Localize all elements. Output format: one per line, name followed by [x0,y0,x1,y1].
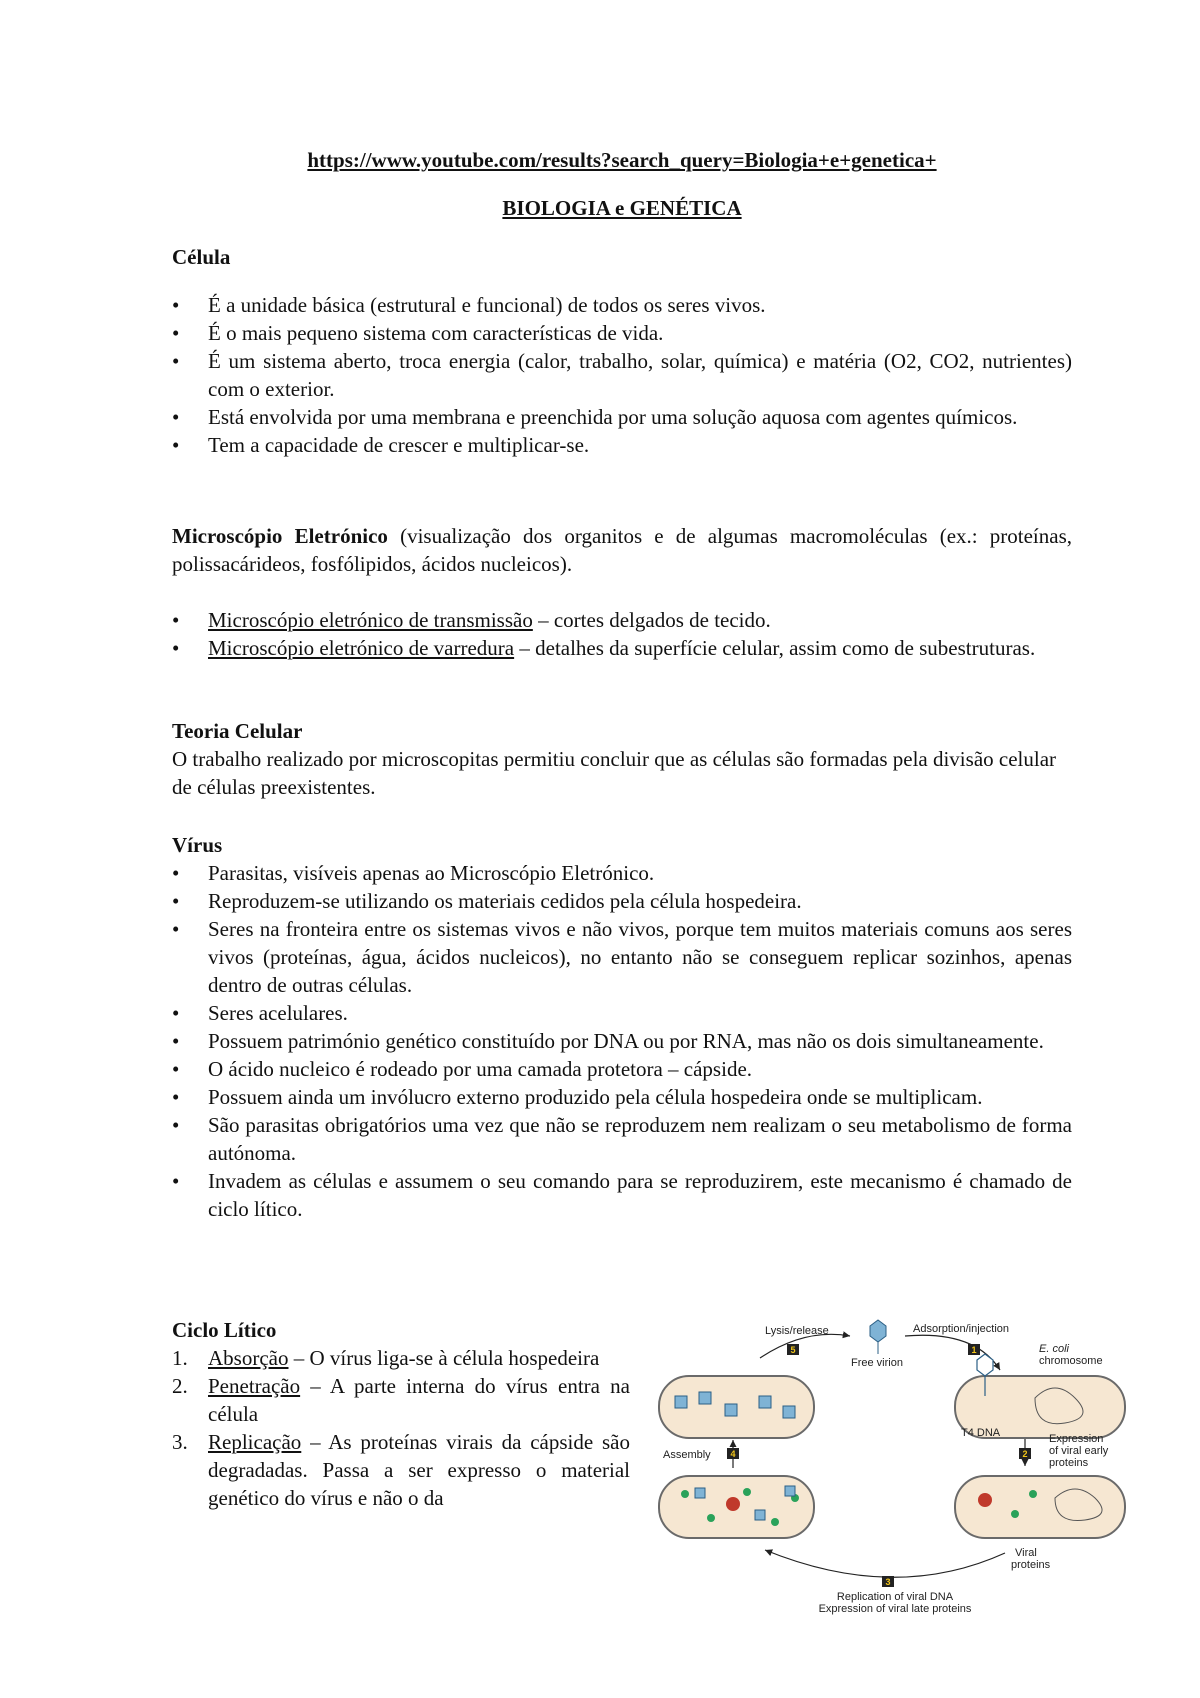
list-item: • Reproduzem-se utilizando os materiais cedidos pela célula hospedeira. [172,887,1072,915]
list-item: • Parasitas, visíveis apenas ao Microscópio Eletrónico. [172,859,1072,887]
list-item: 2. Penetração – A parte interna do vírus entra na célula [172,1374,630,1426]
section-heading-ciclo: Ciclo Lítico [172,1318,277,1342]
label-expression-early-3: proteins [1049,1457,1089,1469]
list-item: • É a unidade básica (estrutural e funcional) de todos os seres vivos. [172,291,1072,319]
arrow-replication [765,1550,1005,1577]
label-replication: Replication of viral DNA [836,1591,954,1603]
microscopio-intro: (visualização dos organitos e de algumas macromoléculas (ex.: proteínas, polissacárideos, fosfólipidos, ácidos nucleicos). [172,524,1072,576]
label-expression-early-1: Expression [1049,1433,1104,1445]
label-viral-1: Viral [1015,1547,1037,1559]
svg-text:2: 2 [1022,1449,1028,1459]
label-ecoli: E. coli [1039,1343,1069,1355]
virus-list [172,859,1072,1223]
section-heading-virus: Vírus [172,833,223,857]
list-item: • Seres na fronteira entre os sistemas vivos e não vivos, porque tem muitos materiais comuns aos seres vivos (proteínas, água, ácidos nucleicos), no entanto não se conseguem replicar sozinhos, apenas dentro de outras células. [172,915,1072,999]
list-item: • É o mais pequeno sistema com características de vida. [172,319,1072,347]
svg-text:1: 1 [971,1345,977,1355]
svg-text:4: 4 [730,1449,736,1459]
dna-icon [978,1493,992,1507]
term: Microscópio eletrónico de transmissão [208,608,533,632]
label-free-virion: Free virion [851,1357,903,1369]
list-item: • Invadem as células e assumem o seu comando para se reproduzirem, este mecanismo é chamado de ciclo lítico. [172,1167,1072,1223]
label-adsorption: Adsorption/injection [913,1323,1010,1335]
label-assembly: Assembly [663,1449,711,1461]
label-expression-late: Expression of viral late proteins [818,1603,972,1615]
page-title: BIOLOGIA e GENÉTICA [502,196,742,220]
virion-icon [870,1320,886,1342]
label-chromosome: chromosome [1039,1355,1103,1367]
ciclo-steps [172,1344,630,1512]
list-item: 3. Replicação – As proteínas virais da cápside são degradadas. Passa a ser expresso o material genético do vírus e não o da [172,1430,630,1510]
list-item: • Microscópio eletrónico de varredura – detalhes da superfície celular, assim como de subestruturas. [172,634,1072,662]
host-cell [955,1476,1125,1538]
url-line [172,146,1072,174]
section-heading-microscopio: Microscópio Eletrónico [172,524,388,548]
microscopio-list [172,606,1072,662]
section-heading-celula: Célula [172,245,231,269]
list-item: • Tem a capacidade de crescer e multiplicar-se. [172,431,1072,459]
microscopio-paragraph [172,522,1072,578]
section-heading-teoria: Teoria Celular [172,719,303,743]
list-item: 1. Absorção – O vírus liga-se à célula hospedeira [172,1346,600,1370]
list-item: • Seres acelulares. [172,999,1072,1027]
label-viral-2: proteins [1011,1559,1051,1571]
term: Microscópio eletrónico de varredura [208,636,515,660]
list-item: • O ácido nucleico é rodeado por uma camada protetora – cápside. [172,1055,1072,1083]
list-item: • Possuem património genético constituído por DNA ou por RNA, mas não os dois simultaneamente. [172,1027,1072,1055]
arrow-lysis [760,1334,850,1358]
lytic-cycle-figure [655,1318,1135,1618]
celula-list [172,291,1072,459]
svg-text:5: 5 [790,1345,796,1355]
lytic-cycle-diagram [655,1318,1135,1618]
label-t4dna: T4 DNA [961,1427,1001,1439]
figure-labels [663,1323,1109,1615]
list-item: • Microscópio eletrónico de transmissão – cortes delgados de tecido. [172,606,1072,634]
list-item: • Possuem ainda um invólucro externo produzido pela célula hospedeira onde se multiplicam. [172,1083,1072,1111]
youtube-link[interactable]: https://www.youtube.com/results?search_query=Biologia+e+genetica+ [307,148,937,172]
dna-icon [726,1497,740,1511]
label-lysis: Lysis/release [765,1325,829,1337]
list-item: • São parasitas obrigatórios uma vez que não se reproduzem nem realizam o seu metabolismo de forma autónoma. [172,1111,1072,1167]
label-expression-early-2: of viral early [1049,1445,1109,1457]
list-item: • É um sistema aberto, troca energia (calor, trabalho, solar, química) e matéria (O2, CO2, nutrientes) com o exterior. [172,347,1072,403]
svg-text:3: 3 [885,1577,891,1587]
teoria-text: O trabalho realizado por microscopitas permitiu concluir que as células são formadas pela divisão celular de células preexistentes. [172,747,1057,799]
list-item: • Está envolvida por uma membrana e preenchida por uma solução aquosa com agentes químicos. [172,403,1072,431]
